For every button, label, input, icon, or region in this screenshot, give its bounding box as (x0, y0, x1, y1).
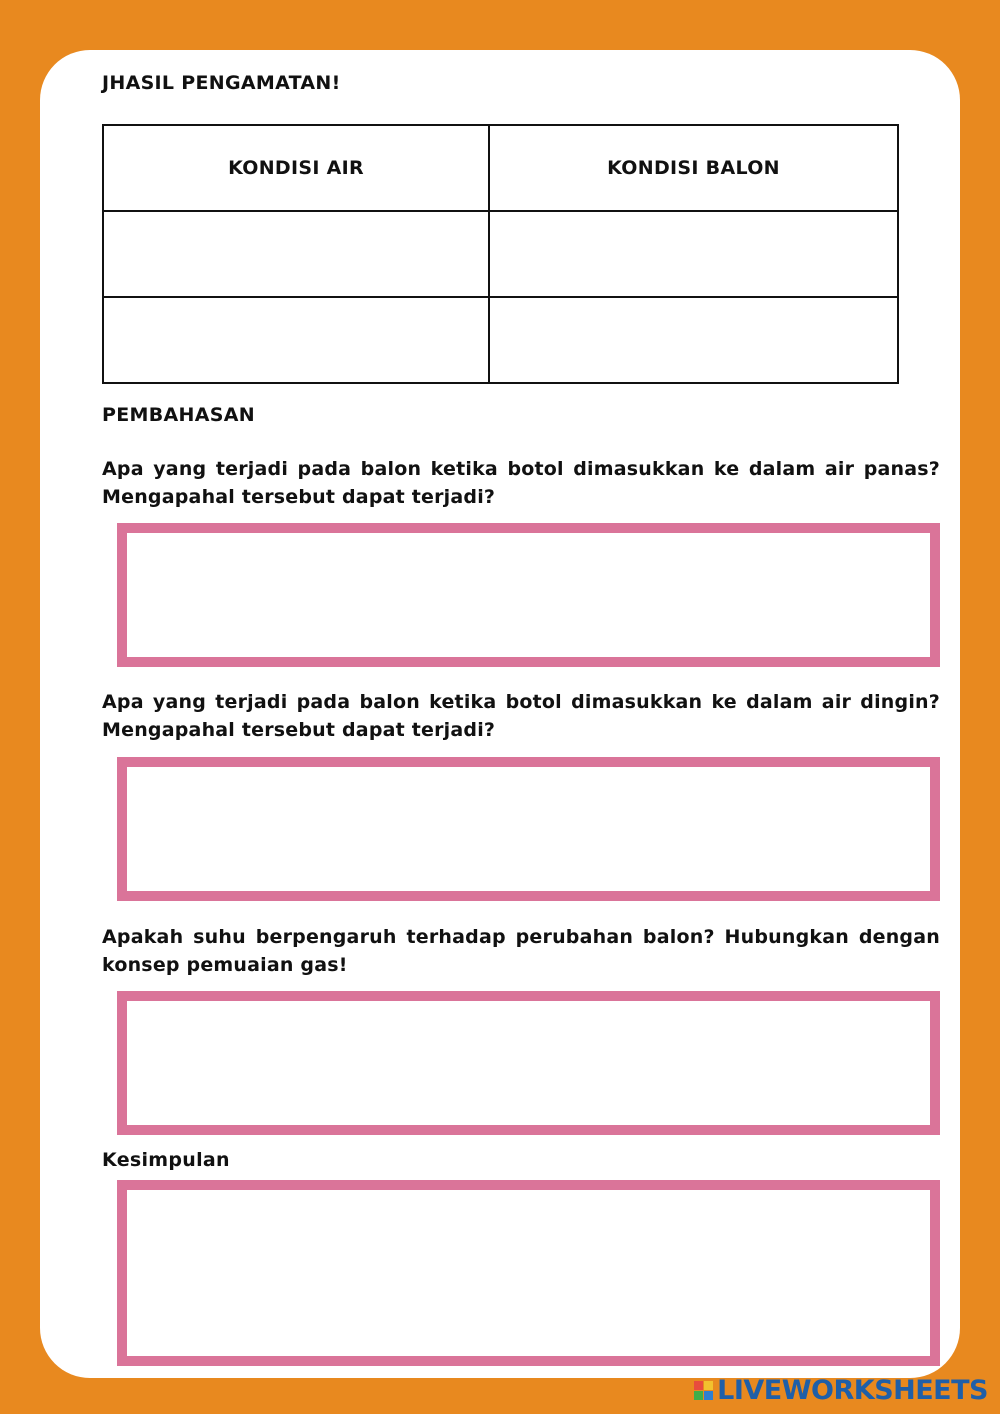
liveworksheets-brand (694, 1374, 988, 1406)
conclusion-answer-box[interactable] (117, 1180, 940, 1366)
table-cell-air-1[interactable] (103, 211, 489, 297)
logo-square-red (694, 1381, 703, 1390)
table-cell-balon-1[interactable] (489, 211, 898, 297)
logo-square-green (694, 1391, 703, 1400)
table-cell-balon-2[interactable] (489, 297, 898, 383)
answer-box-2[interactable] (117, 757, 940, 901)
header-kondisi-air: KONDISI AIR (103, 125, 489, 211)
table-row (103, 297, 898, 383)
liveworksheets-wordmark: LIVEWORKSHEETS (717, 1374, 988, 1406)
answer-box-3[interactable] (117, 991, 940, 1135)
discussion-title: PEMBAHASAN (102, 404, 255, 426)
conclusion-title: Kesimpulan (102, 1149, 230, 1171)
question-2: Apa yang terjadi pada balon ketika botol dimasukkan ke dalam air dingin? Mengapahal tersebut dapat terjadi? (102, 691, 940, 741)
observation-title: JHASIL PENGAMATAN! (102, 72, 341, 94)
logo-square-blue (704, 1391, 713, 1400)
observation-table (102, 124, 899, 384)
header-kondisi-balon: KONDISI BALON (489, 125, 898, 211)
logo-square-yellow (704, 1381, 713, 1390)
table-cell-air-2[interactable] (103, 297, 489, 383)
question-1: Apa yang terjadi pada balon ketika botol dimasukkan ke dalam air panas? Mengapahal tersebut dapat terjadi? (102, 458, 940, 508)
liveworksheets-logo-icon (694, 1381, 713, 1400)
table-header-row (103, 125, 898, 211)
question-3: Apakah suhu berpengaruh terhadap perubahan balon? Hubungkan dengan konsep pemuaian gas! (102, 926, 940, 976)
table-row (103, 211, 898, 297)
answer-box-1[interactable] (117, 523, 940, 667)
